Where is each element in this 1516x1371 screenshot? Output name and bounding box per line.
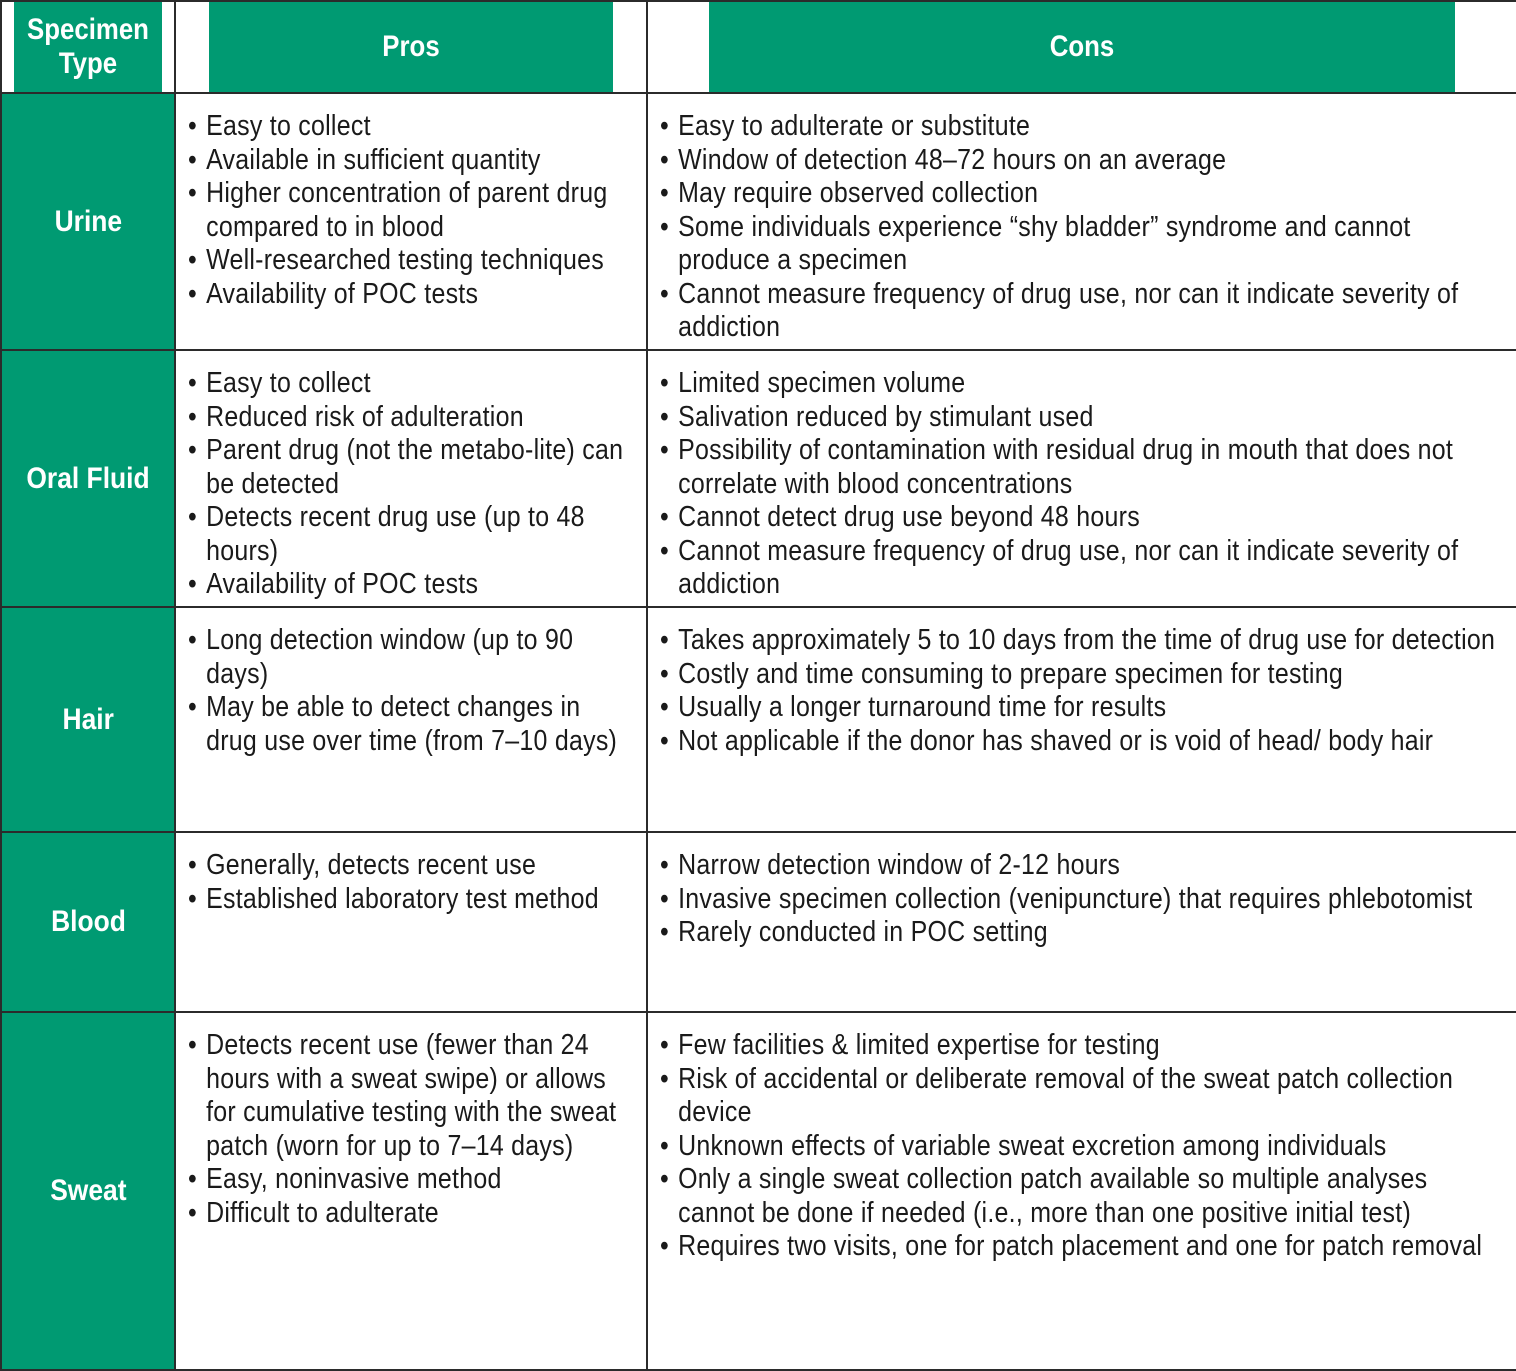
list-item: • Reduced risk of adulteration xyxy=(188,401,638,435)
list-item: • Availability of POC tests xyxy=(188,278,638,312)
specimen-type-label: Blood xyxy=(50,905,126,938)
cons-cell xyxy=(647,1012,1516,1370)
pros-list xyxy=(176,1013,645,1230)
list-item: • Availability of POC tests xyxy=(188,568,638,602)
cons-list xyxy=(648,608,1514,758)
list-item: • Only a single sweat collection patch available so multiple analyses cannot be done if needed (i.e., more than one positive initial test) xyxy=(660,1163,1507,1230)
pros-list xyxy=(176,94,645,311)
list-item: • May be able to detect changes in drug use over time (from 7–10 days) xyxy=(188,691,638,758)
list-item: • Detects recent drug use (up to 48 hours) xyxy=(188,501,638,568)
list-item: • Detects recent use (fewer than 24 hours with a sweat swipe) or allows for cumulative testing with the sweat patch (worn for up to 7–14 days) xyxy=(188,1029,638,1163)
header-row xyxy=(1,1,1516,93)
list-item: • Rarely conducted in POC setting xyxy=(660,916,1507,950)
list-item: • Salivation reduced by stimulant used xyxy=(660,401,1507,435)
cons-list xyxy=(648,833,1514,950)
list-item: • Available in sufficient quantity xyxy=(188,144,638,178)
list-item: • Risk of accidental or deliberate removal of the sweat patch collection device xyxy=(660,1063,1507,1130)
specimen-type-label: Sweat xyxy=(49,1174,127,1207)
header-cons: Cons xyxy=(708,1,1456,93)
list-item: • Limited specimen volume xyxy=(660,367,1507,401)
list-item: • Narrow detection window of 2-12 hours xyxy=(660,849,1507,883)
table-row xyxy=(1,1012,1516,1370)
list-item: • Not applicable if the donor has shaved or is void of head/ body hair xyxy=(660,725,1507,759)
list-item: • May require observed collection xyxy=(660,177,1507,211)
header-pros: Pros xyxy=(208,1,614,93)
list-item: • Well-researched testing techniques xyxy=(188,244,638,278)
list-item: • Generally, detects recent use xyxy=(188,849,638,883)
specimen-type-cell xyxy=(1,350,175,607)
list-item: • Requires two visits, one for patch placement and one for patch removal xyxy=(660,1230,1507,1264)
specimen-type-cell xyxy=(1,93,175,350)
list-item: • Cannot measure frequency of drug use, nor can it indicate severity of addiction xyxy=(660,535,1507,602)
pros-cell xyxy=(175,607,647,832)
cons-cell xyxy=(647,607,1516,832)
specimen-type-label: Oral Fluid xyxy=(26,461,150,495)
cons-list xyxy=(648,351,1514,602)
specimen-type-label: Hair xyxy=(62,702,114,736)
table-row xyxy=(1,832,1516,1012)
list-item: • Easy to adulterate or substitute xyxy=(660,110,1507,144)
list-item: • Unknown effects of variable sweat excretion among individuals xyxy=(660,1130,1507,1164)
list-item: • Long detection window (up to 90 days) xyxy=(188,624,638,691)
list-item: • Difficult to adulterate xyxy=(188,1197,638,1231)
list-item: • Takes approximately 5 to 10 days from the time of drug use for detection xyxy=(660,624,1507,658)
pros-cell xyxy=(175,350,647,607)
list-item: • Cannot measure frequency of drug use, nor can it indicate severity of addiction xyxy=(660,278,1507,345)
list-item: • Window of detection 48–72 hours on an average xyxy=(660,144,1507,178)
table-row xyxy=(1,350,1516,607)
pros-cell xyxy=(175,1012,647,1370)
pros-list xyxy=(176,351,645,602)
specimen-type-label: Urine xyxy=(54,204,122,238)
list-item: • Parent drug (not the metabo-lite) can be detected xyxy=(188,434,638,501)
specimen-type-cell xyxy=(1,832,175,1012)
specimen-type-cell xyxy=(1,1012,175,1370)
pros-cell xyxy=(175,93,647,350)
header-specimen-type: Specimen Type xyxy=(13,1,163,93)
list-item: • Possibility of contamination with residual drug in mouth that does not correlate with blood concentrations xyxy=(660,434,1507,501)
cons-cell xyxy=(647,350,1516,607)
specimen-type-cell xyxy=(1,607,175,832)
list-item: • Easy, noninvasive method xyxy=(188,1163,638,1197)
list-item: • Higher concentration of parent drug compared to in blood xyxy=(188,177,638,244)
table-row xyxy=(1,607,1516,832)
table-row xyxy=(1,93,1516,350)
list-item: • Cannot detect drug use beyond 48 hours xyxy=(660,501,1507,535)
cons-cell xyxy=(647,93,1516,350)
pros-list xyxy=(176,608,645,758)
pros-list xyxy=(176,833,645,916)
list-item: • Established laboratory test method xyxy=(188,883,638,917)
cons-list xyxy=(648,1013,1514,1264)
list-item: • Usually a longer turnaround time for results xyxy=(660,691,1507,725)
list-item: • Easy to collect xyxy=(188,367,638,401)
cons-list xyxy=(648,94,1514,345)
pros-cell xyxy=(175,832,647,1012)
list-item: • Few facilities & limited expertise for testing xyxy=(660,1029,1507,1063)
list-item: • Some individuals experience “shy bladder” syndrome and cannot produce a specimen xyxy=(660,211,1507,278)
list-item: • Costly and time consuming to prepare specimen for testing xyxy=(660,658,1507,692)
list-item: • Invasive specimen collection (venipuncture) that requires phlebotomist xyxy=(660,883,1507,917)
cons-cell xyxy=(647,832,1516,1012)
list-item: • Easy to collect xyxy=(188,110,638,144)
